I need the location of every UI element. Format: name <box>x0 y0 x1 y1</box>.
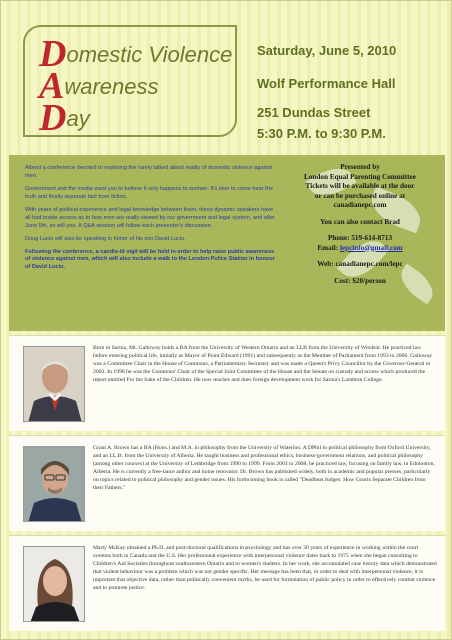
speaker-photo <box>23 446 85 522</box>
intro-paragraph: Doug Lucio will also be speaking in honor of his son David Lucio. <box>25 235 186 242</box>
title-letter-d: D <box>39 33 67 75</box>
contact-line: You can also contact Brad <box>320 217 400 226</box>
intro-text <box>25 165 277 277</box>
title-letter-a: A <box>39 65 65 107</box>
email-label: Email: <box>317 243 340 252</box>
title-word-awareness: wareness <box>64 74 159 99</box>
title-letter-d2: D <box>39 97 67 139</box>
email-link[interactable]: lepcinfo@gmail.com <box>339 243 403 252</box>
event-street: 251 Dundas Street <box>257 105 371 120</box>
event-date: Saturday, June 5, 2010 <box>257 43 397 58</box>
cost: Cost: $20/person <box>334 276 386 285</box>
purchase-line: or can be purchased online at <box>314 191 406 200</box>
speaker-photo <box>23 346 85 422</box>
header <box>1 1 452 151</box>
speaker-bio: Born in Sarnia, Mr. Galloway holds a BA from the University of Western Ontario and an LLB from the University of Windsor. He practiced law before entering political life, initially as Mayor of Point Edward (1991) and subsequently as the Member of Parliament from 1993 to 2006. Galloway was a Committee Chair in the House of Commons, a Parliamentary Secretary and was made a Queen's Privy Councillor by the Governor-General in 2003. In 1998 he was the Commons' Chair of the Special Joint Committee of the House and the Senate on custody and access which produced the report entitled For the Sake of the Children. He now teaches and does foreign development work for Sarnia's Lambton College. <box>93 345 433 384</box>
event-venue: Wolf Performance Hall <box>257 76 396 91</box>
intro-paragraph: Attend a conference devoted to exploring the rarely talked about reality of domestic violence against men. <box>25 165 273 179</box>
speaker-photo <box>23 546 85 622</box>
speaker-card <box>9 535 445 631</box>
info-band <box>9 155 445 331</box>
speaker-bio: Marty McKay obtained a Ph.D. and post-doctoral qualifications in psychology and has over 30 years of experience in working within the court systems both in Canada and the U.S. Her professional experience with interpersonal violence dates back to 1975 when she began consulting to Children's Aid Societies throughout southwestern Ontario and to women's shelters. In her work, she accumulated case history data which demonstrated that violent behaviour was a problem which was not gender specific. Her message has been that, in order to deal with interpersonal violence, it is important that objective data, rather than politically convenient myths, be used for formulation of public policy in order to effectively combat violence and to promote justice. <box>93 545 437 592</box>
title-word-domestic-violence: omestic Violence <box>66 42 233 67</box>
email-line <box>285 244 435 254</box>
intro-paragraph: Government and the media want you to believe it only happens to women. It's time to come hear the truth and finally separate fact from fiction. <box>25 185 273 200</box>
speaker-card <box>9 335 445 431</box>
web-label: Web: <box>317 260 336 268</box>
intro-paragraph: With years of political experience and legal knowledge between them, these dynamic speakers have all had inside access as to how men are really viewed by our government and legal system, and after June 5th, so will you. A Q&A session will follow each presenter's discussion. <box>25 206 275 229</box>
title-word-day: ay <box>66 106 90 131</box>
presented-by: Presented by <box>340 163 380 171</box>
web-link[interactable]: canadianepc.com/lepc <box>335 260 403 268</box>
speaker-card <box>9 435 445 531</box>
vigil-paragraph: Following the conference, a candle-lit vigil will be held in order to help raise public awareness of violence against men, which will also include a walk to the London Police Station in honour of David Lucio. <box>25 248 275 271</box>
web-line <box>285 260 435 270</box>
presenter-name: London Equal Parenting Committee <box>304 172 416 181</box>
speakers-section <box>9 335 445 635</box>
tickets-line: Tickets will be available at the door <box>305 182 415 190</box>
event-time: 5:30 P.M. to 9:30 P.M. <box>257 126 386 141</box>
purchase-site: canadianepc.com <box>333 201 387 209</box>
phone: Phone: 519-614-8713 <box>327 234 393 242</box>
title-line-3 <box>39 99 90 137</box>
presenter-info <box>285 163 435 286</box>
event-info <box>257 43 437 141</box>
speaker-bio: Grant A. Brown has a BA (Hons.) and M.A. in philosophy from the University of Waterloo. A DPhil in political philosophy from Oxford University, and an LL.B. from the University of Alberta. He taught business and professional ethics, business-government relations, and political philosophy (among other courses) at the University of Lethbridge from 1990 to 1999. From 2003 to 2008, he practiced law, focusing on family law, in Edmonton, Alberta. He is currently a free-lance author and home renovator. Dr. Brown has published widely, both in academic and popular presses, particularly on topics related to political philosophy and gender issues. His forthcoming book is called "Deadbeat Judges: How Courts Separate Children from their Fathers." <box>93 445 435 492</box>
